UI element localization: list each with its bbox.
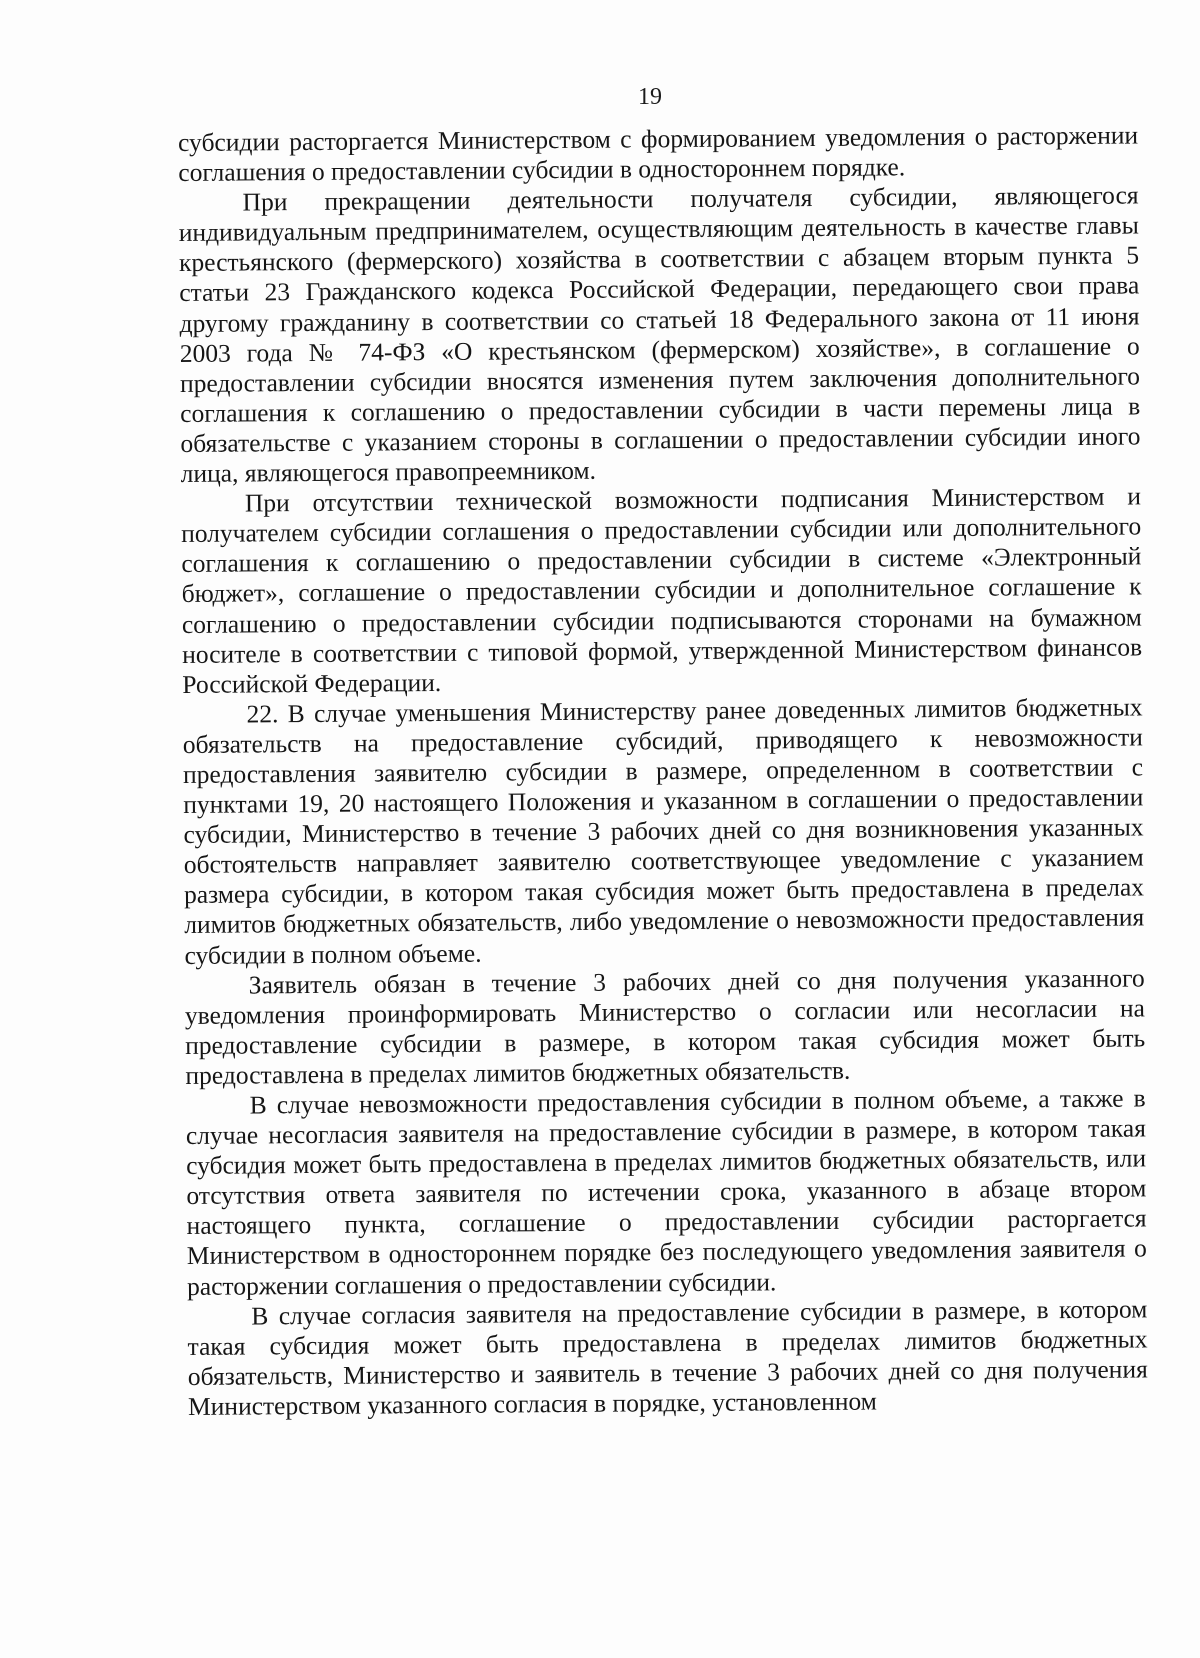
paragraph-continuation: субсидии расторгается Министерством с формированием уведомления о расторжении соглашения о предоставлении субсидии в одностороннем порядке. [178, 120, 1139, 188]
paragraph-clause-22: 22. В случае уменьшения Министерству ранее доведенных лимитов бюджетных обязательств на предоставление субсидий, приводящего к невозможности предоставления заявителю субсидии в размере, определенном в соответствии с пунктами 19, 20 настоящего Положения и указанном в соглашении о предоставлении субсидии, Министерство в течение 3 рабочих дней со дня возникновения указанных обстоятельств направляет заявителю соответствующее уведомление с указанием размера субсидии, в котором такая субсидия может быть предоставлена в пределах лимитов бюджетных обязательств, либо уведомление о невозможности предоставления субсидии в полном объеме. [182, 692, 1145, 970]
paragraph-consent: В случае согласия заявителя на предоставление субсидии в размере, в котором такая субсидия может быть предоставлена в пределах лимитов бюджетных обязательств, Министерство и заявитель в течение 3 рабочих дней со дня получения Министерством указанного согласия в порядке, установленном [187, 1294, 1148, 1421]
paragraph-applicant-response: Заявитель обязан в течение 3 рабочих дней со дня получения указанного уведомления проинформировать Министерство о согласии или несогласии на предоставление субсидии в размере, в котором такая субсидия может быть предоставлена в пределах лимитов бюджетных обязательств. [184, 963, 1146, 1090]
paragraph-paper-signing: При отсутствии технической возможности подписания Министерством и получателем субсидии соглашения о предоставлении субсидии или дополнительного соглашения к соглашению о предоставлении субсидии в системе «Электронный бюджет», соглашение о предоставлении субсидии и дополнительное соглашение к соглашению о предоставлении субсидии подписываются сторонами на бумажном носителе в соответствии с типовой формой, утвержденной Министерством финансов Российской Федерации. [181, 481, 1143, 699]
page-number: 19 [638, 84, 662, 110]
paragraph-termination: В случае невозможности предоставления субсидии в полном объеме, а также в случае несогласия заявителя на предоставление субсидии в размере, в котором такая субсидия может быть предоставлена в пределах лимитов бюджетных обязательств, или отсутствия ответа заявителя по истечении срока, указанного в абзаце втором настоящего пункта, соглашение о предоставлении субсидии расторгается Министерством в одностороннем порядке без последующего уведомления заявителя о расторжении соглашения о предоставлении субсидии. [185, 1083, 1147, 1301]
paragraph-farm-successor: При прекращении деятельности получателя субсидии, являющегося индивидуальным предпринимателем, осуществляющим деятельность в качестве главы крестьянского (фермерского) хозяйства в соответствии с абзацем вторым пункта 5 статьи 23 Гражданского кодекса Российской Федерации, передающего свои права другому гражданину в соответствии со статьей 18 Федерального закона от 11 июня 2003 года № 74-ФЗ «О крестьянском (фермерском) хозяйстве», в соглашение о предоставлении субсидии вносятся изменения путем заключения дополнительного соглашения к соглашению о предоставлении субсидии в части перемены лица в обязательстве с указанием стороны в соглашении о предоставлении субсидии иного лица, являющегося правопреемником. [178, 180, 1141, 489]
document-body [178, 120, 1148, 1422]
